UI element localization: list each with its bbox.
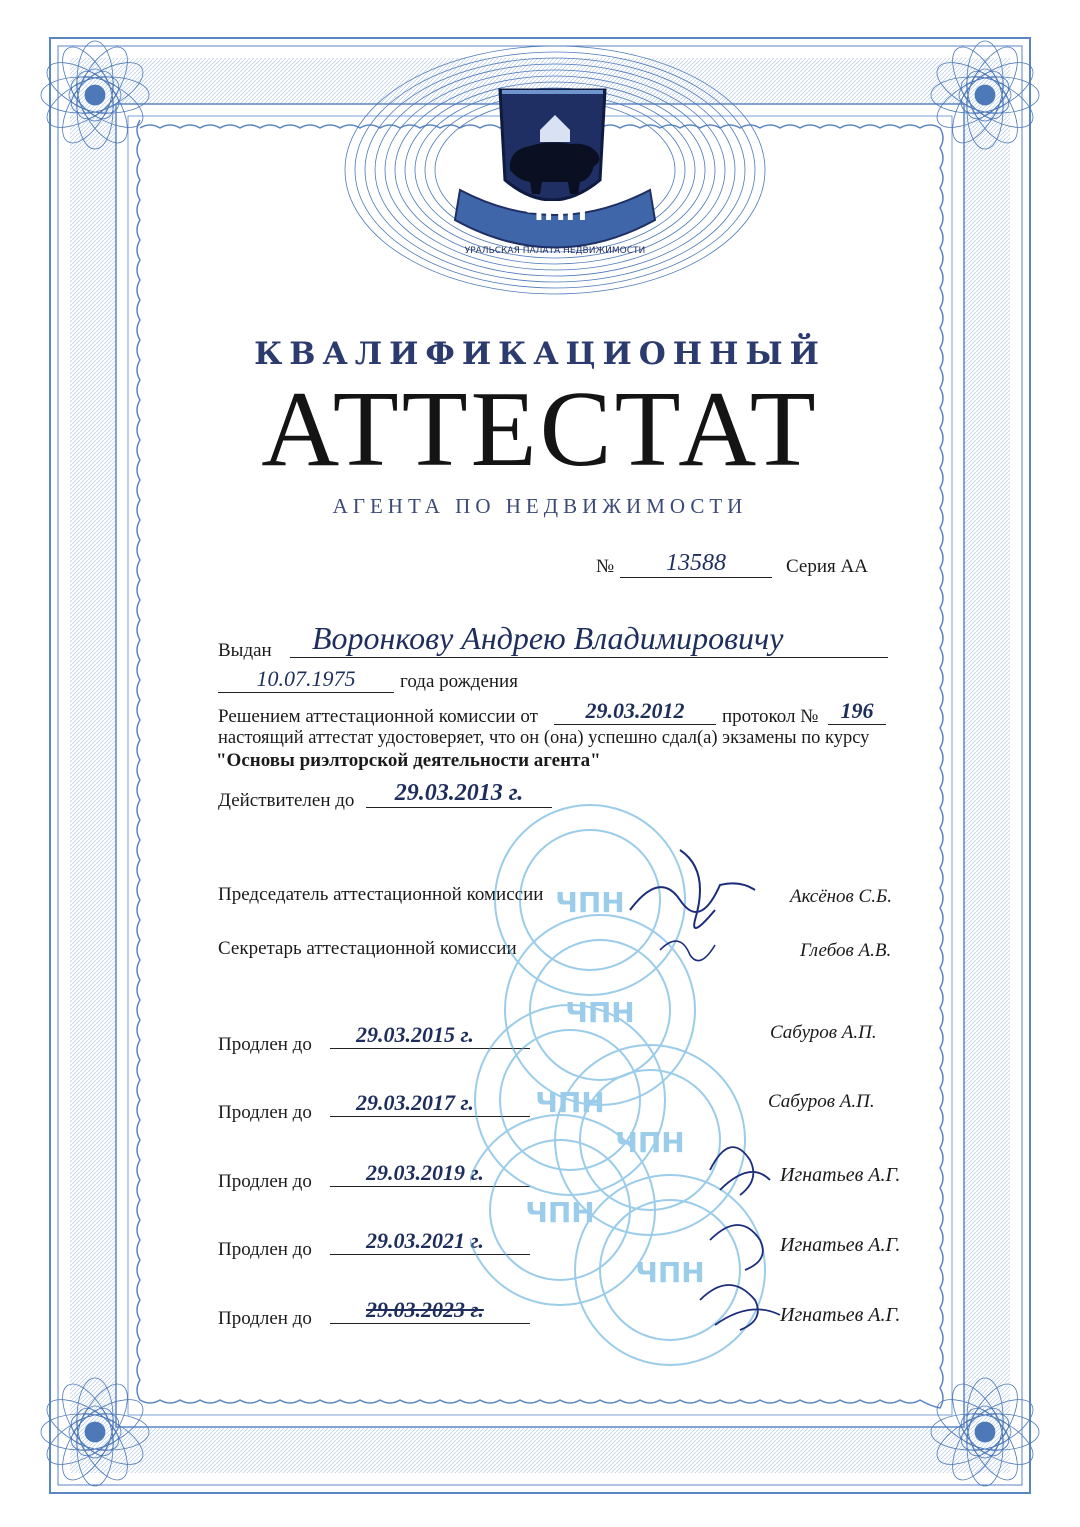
logo-abbr: ЧПН: [522, 197, 588, 227]
extension-label: Продлен до: [218, 1239, 312, 1260]
chair-name: Аксёнов С.Б.: [790, 886, 892, 907]
birth-label: года рождения: [400, 671, 518, 692]
logo-ribbon-text: УРАЛЬСКАЯ ПАЛАТА НЕДВИЖИМОСТИ: [464, 246, 646, 256]
extension-label: Продлен до: [218, 1102, 312, 1123]
stamp-abbr: ЧПН: [555, 886, 625, 919]
decision-label: Решением аттестационной комиссии от: [218, 706, 538, 727]
valid-until-label: Действителен до: [218, 790, 355, 811]
extension-date: 29.03.2023 г.: [330, 1297, 530, 1324]
extension-date: 29.03.2017 г.: [330, 1090, 530, 1117]
secretary-name: Глебов А.В.: [800, 940, 892, 961]
protocol-number: 196: [828, 698, 886, 725]
number-label: №: [596, 556, 615, 577]
stamp-abbr: ЧПН: [565, 996, 635, 1029]
certificate-series: Серия АА: [786, 556, 868, 577]
title-qualification: КВАЛИФИКАЦИОННЫЙ: [254, 336, 826, 372]
extension-signer: Сабуров А.П.: [768, 1091, 875, 1112]
secretary-label: Секретарь аттестационной комиссии: [218, 938, 517, 959]
stamp-abbr: ЧПН: [535, 1086, 605, 1119]
organization-logo: [440, 70, 670, 270]
signatures: [620, 830, 800, 1350]
extension-label: Продлен до: [218, 1308, 312, 1329]
certificate-number: 13588: [620, 550, 772, 578]
chair-label: Председатель аттестационной комиссии: [218, 884, 544, 905]
extension-date: 29.03.2019 г.: [330, 1160, 530, 1187]
decision-text: настоящий аттестат удостоверяет, что он (она) успешно сдал(а) экзамены по курсу: [218, 728, 870, 748]
extension-date: 29.03.2021 г.: [330, 1228, 530, 1255]
extension-label: Продлен до: [218, 1171, 312, 1192]
extension-label: Продлен до: [218, 1034, 312, 1055]
title-certificate: АТТЕСТАТ: [261, 370, 819, 489]
course-name: "Основы риэлторской деятельности агента": [216, 750, 601, 771]
protocol-label: протокол №: [722, 706, 819, 727]
decision-date: 29.03.2012: [554, 698, 716, 725]
birth-date: 10.07.1975: [218, 666, 394, 693]
extension-signer: Игнатьев А.Г.: [780, 1164, 901, 1186]
extension-signer: Игнатьев А.Г.: [780, 1234, 901, 1256]
stamp-abbr: ЧПН: [525, 1196, 595, 1229]
holder-name: Воронкову Андрею Владимировичу: [290, 620, 888, 658]
extension-signer: Сабуров А.П.: [770, 1022, 877, 1043]
stamp-abbr: ЧПН: [635, 1256, 705, 1289]
title-subtitle: АГЕНТА ПО НЕДВИЖИМОСТИ: [332, 494, 748, 518]
issued-label: Выдан: [218, 640, 272, 661]
stamp-abbr: ЧПН: [615, 1126, 685, 1159]
valid-until-date: 29.03.2013 г.: [366, 780, 552, 808]
extension-signer: Игнатьев А.Г.: [780, 1304, 901, 1326]
extension-date: 29.03.2015 г.: [330, 1022, 530, 1049]
